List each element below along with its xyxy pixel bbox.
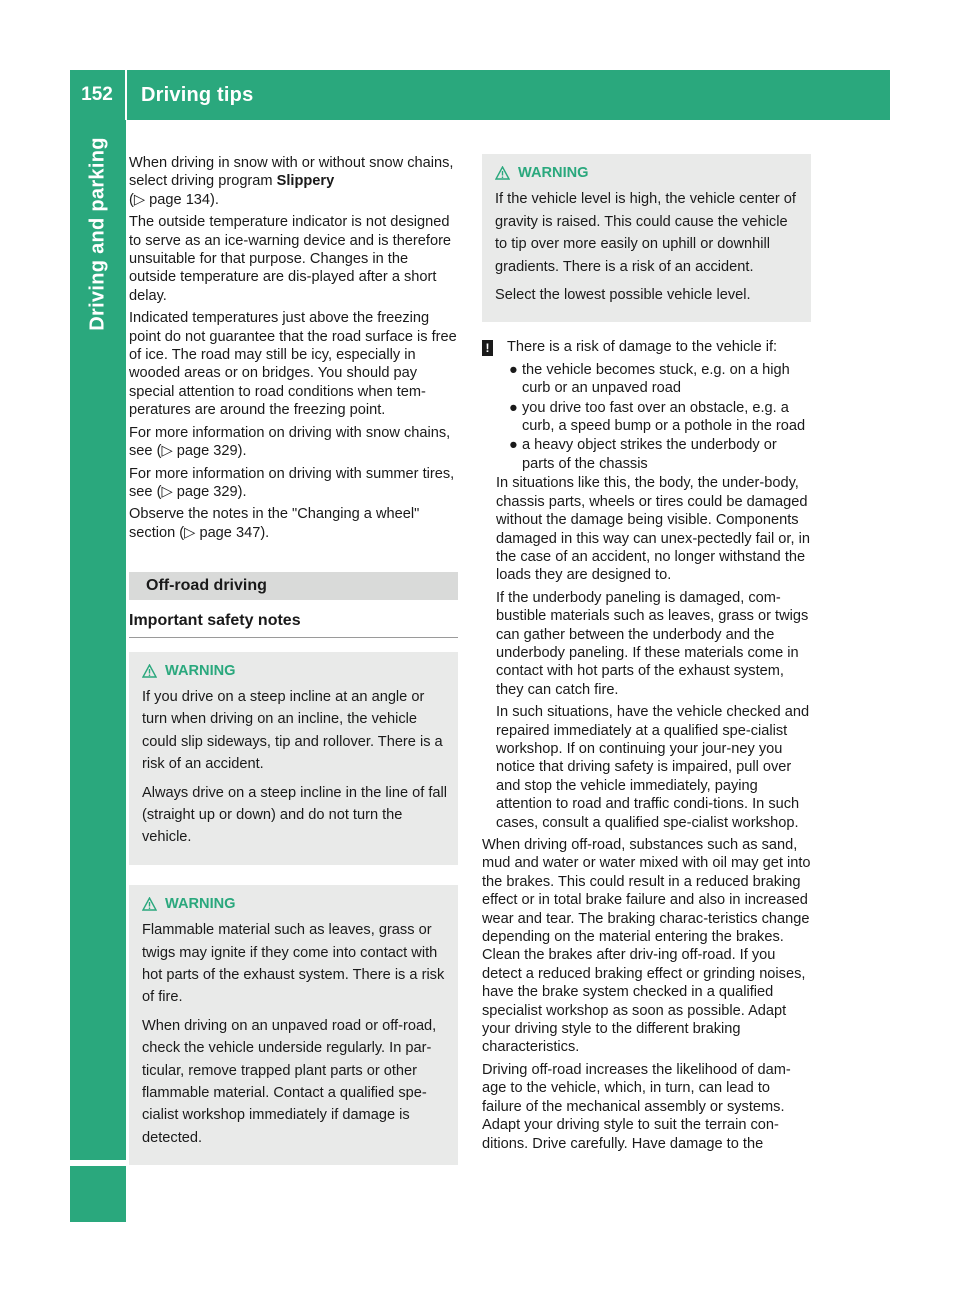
note-paragraph: In such situations, have the vehicle checked and repaired immediately at a qualified spe-cialist workshop. If on continuing your jour-ney you notice that driving safety is impaired, pull over and stop the vehicle immediately, paying attention to road and traffic condi-tions. In such cases, consult a qualified spe-cialist workshop.	[496, 704, 810, 831]
left-column	[129, 154, 458, 1165]
page-ref-icon: ▷	[161, 483, 173, 500]
warning-header	[142, 893, 450, 915]
warning-header	[142, 660, 450, 682]
paragraph-brakes: When driving off-road, substances such as sand, mud and water or water mixed with oil may get into the brakes. This could result in a reduced braking effect or in total brake failure and also in increased wear and tear. The braking charac-teristics change depending on the material entering the brakes. Clean the brakes after driv-ing off-road. If you detect a reduced braking effect or grinding noises, have the brake system checked in a qualified specialist workshop as soon as possible. Adapt your driving style to the different braking characteristics.	[482, 837, 811, 1056]
warning-label: WARNING	[518, 165, 589, 181]
list-item-text: a heavy object strikes the underbody or parts of the chassis	[522, 437, 777, 472]
warning-triangle-icon	[142, 664, 157, 678]
warning-triangle-icon	[142, 897, 157, 911]
right-column	[482, 154, 811, 1157]
list-item-text: you drive too fast over an obstacle, e.g. a curb, a speed bump or a pothole in the road	[522, 399, 806, 435]
chapter-label: Driving and parking	[86, 137, 109, 331]
paragraph-temperature-indicator: The outside temperature indicator is not designed to serve as an ice-warning device and is therefore unsuitable for that purpose. Changes in the outside temperature are dis-played after a short delay.	[129, 214, 452, 304]
page-ref[interactable]: page 329).	[176, 443, 247, 460]
warning-text: If you drive on a steep incline at an angle or turn when driving on an incline, the vehicle could slip sideways, tip and rollover. There is a risk of an accident.	[142, 688, 443, 773]
text: When driving in snow with or without snow chains, select driving program	[129, 155, 454, 190]
text: For more information on driving with snow chains, see (	[129, 424, 451, 460]
warning-text: When driving on an unpaved road or off-road, check the vehicle underside regularly. In par-ticular, remove trapped plant parts or other flammable material. Contact a qualified spe-cialist workshop immediately if damage is detected.	[142, 1017, 437, 1146]
bullet-icon: ●	[509, 437, 518, 454]
bullet-icon: ●	[509, 361, 518, 378]
paragraph-summer-tires	[129, 465, 458, 502]
page-ref-icon: ▷	[133, 191, 146, 208]
page-ref[interactable]: page 329).	[176, 483, 247, 500]
list-item	[509, 436, 811, 473]
note-paragraph: If the underbody paneling is damaged, com-bustible materials such as leaves, grass or twigs can gather between the underbody and the underbody paneling. If these materials come in contact with hot parts of the exhaust system, they can catch fire.	[496, 589, 809, 698]
paragraph-damage: Driving off-road increases the likelihood of dam-age to the vehicle, which, in turn, can lead to failure of the mechanical assembly or systems. Adapt your driving style to suit the terrain con-ditions. Drive carefully. Have damage to the	[482, 1061, 791, 1152]
bullet-icon: ●	[509, 399, 518, 416]
warning-text: Select the lowest possible vehicle level.	[495, 287, 751, 304]
page-title: Driving tips	[141, 83, 254, 106]
warning-triangle-icon	[495, 166, 510, 180]
list-item-text: the vehicle becomes stuck, e.g. on a high curb or an unpaved road	[522, 361, 790, 397]
subheading: Important safety notes	[129, 600, 458, 637]
page-ref-icon: ▷	[184, 524, 196, 541]
paragraph-freezing-point: Indicated temperatures just above the freezing point do not guarantee that the road surface is free of ice. The road may still be icy, especially in wooded areas or on bridges. You should pay special attention to road conditions when tem-peratures are around the freezing point.	[129, 310, 457, 419]
paragraph-snow-chains: When driving in snow with or without snow chains, select driving program Slippery (▷ page 134).	[129, 155, 454, 208]
damage-note	[482, 338, 811, 474]
page-ref[interactable]: page 134).	[149, 191, 219, 208]
list-item	[509, 361, 811, 398]
program-name: Slippery	[276, 173, 335, 190]
warning-box	[482, 154, 811, 322]
text: For more information on driving with summer tires, see (	[129, 465, 455, 500]
warning-box	[129, 885, 458, 1165]
warning-label: WARNING	[165, 895, 236, 912]
list-item	[509, 399, 811, 436]
exclamation-icon: !	[482, 340, 493, 356]
page-ref[interactable]: page 347).	[199, 524, 270, 541]
warning-box	[129, 652, 458, 865]
paragraph-snow-info	[129, 424, 458, 461]
note-intro: There is a risk of damage to the vehicle if:	[507, 339, 778, 356]
section-title: Off-road driving	[129, 572, 458, 600]
note-paragraph: In situations like this, the body, the under-body, chassis parts, wheels or tires could be damaged without the damage being visible. Components damaged in this way can unex-pectedly fail or, in the case of an accident, no longer withstand the loads they are designed to.	[496, 475, 810, 584]
warning-text: If the vehicle level is high, the vehicle center of gravity is raised. This could cause the vehicle to tip over more easily on uphill or downhill gradients. There is a risk of an accident.	[495, 191, 796, 275]
note-continuation	[496, 474, 811, 832]
warning-text: Flammable material such as leaves, grass or twigs may ignite if they come into contact with hot parts of the exhaust system. There is a risk of fire.	[142, 922, 445, 1006]
page-number: 152	[81, 84, 113, 105]
header-divider	[125, 70, 127, 120]
warning-header	[495, 162, 803, 184]
chapter-marker	[70, 1166, 126, 1222]
page-ref-icon: ▷	[161, 443, 173, 460]
paragraph-changing-wheel	[129, 505, 458, 542]
text: Observe the notes in the "Changing a wheel" section (	[129, 506, 420, 541]
warning-text: Always drive on a steep incline in the line of fall (straight up or down) and do not turn the vehicle.	[142, 784, 448, 846]
warning-label: WARNING	[165, 662, 236, 679]
note-body	[507, 338, 811, 474]
risk-list	[507, 361, 811, 473]
